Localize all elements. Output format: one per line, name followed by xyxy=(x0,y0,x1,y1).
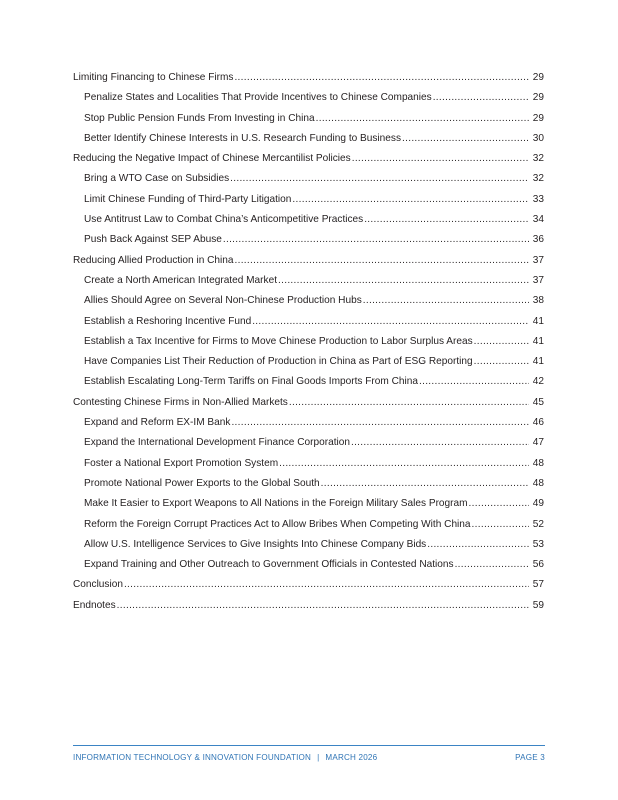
toc-dot-leader xyxy=(124,578,529,591)
toc-subsection-entry[interactable] xyxy=(73,477,544,497)
footer-page-number: PAGE 3 xyxy=(515,753,545,762)
toc-entry-title: Limiting Financing to Chinese Firms xyxy=(73,72,234,83)
toc-subsection-entry[interactable] xyxy=(73,355,544,375)
toc-entry-title: Have Companies List Their Reduction of Production in China as Part of ESG Reporting xyxy=(84,356,473,368)
toc-entry-page-number: 32 xyxy=(532,173,544,185)
toc-dot-leader xyxy=(252,315,529,328)
toc-dot-leader xyxy=(469,497,529,510)
toc-entry-title: Establish a Tax Incentive for Firms to Move Chinese Production to Labor Surplus Areas xyxy=(84,335,473,347)
toc-entry-title: Push Back Against SEP Abuse xyxy=(84,234,222,246)
toc-subsection-entry[interactable] xyxy=(73,497,544,517)
toc-entry-page-number: 41 xyxy=(532,356,544,368)
toc-subsection-entry[interactable] xyxy=(73,416,544,436)
toc-entry-title: Foster a National Export Promotion System xyxy=(84,457,279,469)
toc-entry-title: Penalize States and Localities That Provide Incentives to Chinese Companies xyxy=(84,92,432,104)
toc-entry-title: Establish a Reshoring Incentive Fund xyxy=(84,315,252,327)
toc-dot-leader xyxy=(279,457,529,470)
toc-entry-page-number: 29 xyxy=(532,112,544,124)
toc-entry-page-number: 29 xyxy=(532,72,544,83)
toc-section-entry[interactable] xyxy=(73,599,544,619)
toc-entry-title: Reform the Foreign Corrupt Practices Act to Allow Bribes When Competing With China xyxy=(84,518,471,530)
toc-subsection-entry[interactable] xyxy=(73,233,544,253)
toc-entry-title: Reducing the Negative Impact of Chinese Mercantilist Policies xyxy=(73,153,351,165)
toc-entry-page-number: 46 xyxy=(532,417,544,429)
toc-entry-page-number: 41 xyxy=(532,335,544,347)
toc-subsection-entry[interactable] xyxy=(73,91,544,111)
toc-dot-leader xyxy=(472,518,529,531)
toc-entry-title: Allies Should Agree on Several Non-Chinese Production Hubs xyxy=(84,295,362,307)
toc-entry-title: Endnotes xyxy=(73,599,116,611)
toc-entry-title: Limit Chinese Funding of Third-Party Litigation xyxy=(84,193,292,205)
footer-left xyxy=(73,753,377,762)
toc-section-entry[interactable] xyxy=(73,578,544,598)
toc-dot-leader xyxy=(427,538,529,551)
toc-entry-page-number: 47 xyxy=(532,437,544,449)
toc-entry-page-number: 49 xyxy=(532,498,544,510)
toc-dot-leader xyxy=(316,112,529,125)
toc-entry-page-number: 56 xyxy=(532,559,544,571)
toc-entry-page-number: 53 xyxy=(532,538,544,550)
toc-subsection-entry[interactable] xyxy=(73,538,544,558)
toc-subsection-entry[interactable] xyxy=(73,436,544,456)
toc-dot-leader xyxy=(352,152,529,165)
table-of-contents xyxy=(73,71,544,619)
toc-dot-leader xyxy=(278,274,529,287)
toc-entry-title: Better Identify Chinese Interests in U.S. Research Funding to Business xyxy=(84,132,401,144)
toc-entry-title: Establish Escalating Long-Term Tariffs on Final Goods Imports From China xyxy=(84,376,418,388)
toc-subsection-entry[interactable] xyxy=(73,132,544,152)
toc-dot-leader xyxy=(231,416,529,429)
toc-dot-leader xyxy=(474,355,529,368)
toc-subsection-entry[interactable] xyxy=(73,213,544,233)
toc-dot-leader xyxy=(474,335,529,348)
toc-entry-page-number: 37 xyxy=(532,254,544,266)
footer-text-row xyxy=(73,753,545,762)
toc-dot-leader xyxy=(234,254,529,267)
toc-entry-page-number: 42 xyxy=(532,376,544,388)
toc-entry-title: Allow U.S. Intelligence Services to Give Insights Into Chinese Company Bids xyxy=(84,538,427,550)
toc-entry-page-number: 52 xyxy=(532,518,544,530)
toc-entry-page-number: 57 xyxy=(532,579,544,591)
toc-dot-leader xyxy=(289,396,529,409)
toc-dot-leader xyxy=(230,172,529,185)
toc-subsection-entry[interactable] xyxy=(73,457,544,477)
toc-entry-title: Expand and Reform EX-IM Bank xyxy=(84,417,231,429)
toc-dot-leader xyxy=(419,375,529,388)
toc-entry-page-number: 34 xyxy=(532,214,544,226)
toc-subsection-entry[interactable] xyxy=(73,112,544,132)
toc-dot-leader xyxy=(292,193,529,206)
toc-entry-title: Conclusion xyxy=(73,579,123,591)
toc-entry-page-number: 59 xyxy=(532,599,544,611)
toc-entry-page-number: 36 xyxy=(532,234,544,246)
toc-entry-title: Use Antitrust Law to Combat China’s Anticompetitive Practices xyxy=(84,214,364,226)
toc-section-entry[interactable] xyxy=(73,71,544,91)
toc-entry-title: Expand the International Development Finance Corporation xyxy=(84,437,350,449)
toc-subsection-entry[interactable] xyxy=(73,518,544,538)
toc-entry-page-number: 29 xyxy=(532,92,544,104)
toc-entry-page-number: 30 xyxy=(532,132,544,144)
toc-entry-title: Bring a WTO Case on Subsidies xyxy=(84,173,230,185)
toc-section-entry[interactable] xyxy=(73,254,544,274)
toc-dot-leader xyxy=(223,233,529,246)
toc-entry-title: Make It Easier to Export Weapons to All Nations in the Foreign Military Sales Program xyxy=(84,498,468,510)
toc-dot-leader xyxy=(402,132,529,145)
toc-subsection-entry[interactable] xyxy=(73,558,544,578)
footer-organization: INFORMATION TECHNOLOGY & INNOVATION FOUNDATION xyxy=(73,753,312,762)
footer-date: MARCH 2026 xyxy=(325,753,378,762)
toc-section-entry[interactable] xyxy=(73,396,544,416)
toc-entry-page-number: 32 xyxy=(532,153,544,165)
toc-dot-leader xyxy=(321,477,529,490)
toc-entry-page-number: 38 xyxy=(532,295,544,307)
footer-separator: | xyxy=(317,753,320,762)
toc-subsection-entry[interactable] xyxy=(73,335,544,355)
toc-subsection-entry[interactable] xyxy=(73,315,544,335)
toc-entry-page-number: 48 xyxy=(532,457,544,469)
toc-entry-page-number: 33 xyxy=(532,193,544,205)
toc-subsection-entry[interactable] xyxy=(73,375,544,395)
toc-dot-leader xyxy=(455,558,529,571)
footer-divider xyxy=(73,745,545,746)
toc-entry-title: Promote National Power Exports to the Global South xyxy=(84,477,320,489)
toc-dot-leader xyxy=(364,213,529,226)
toc-dot-leader xyxy=(433,91,529,104)
toc-dot-leader xyxy=(117,599,529,612)
toc-dot-leader xyxy=(351,436,529,449)
toc-subsection-entry[interactable] xyxy=(73,294,544,314)
toc-entry-title: Reducing Allied Production in China xyxy=(73,254,234,266)
toc-section-entry[interactable] xyxy=(73,152,544,172)
toc-dot-leader xyxy=(363,294,529,307)
toc-entry-title: Create a North American Integrated Market xyxy=(84,274,277,286)
toc-entry-page-number: 37 xyxy=(532,274,544,286)
toc-entry-page-number: 45 xyxy=(532,396,544,408)
toc-subsection-entry[interactable] xyxy=(73,193,544,213)
toc-entry-title: Expand Training and Other Outreach to Government Officials in Contested Nations xyxy=(84,559,454,571)
toc-dot-leader xyxy=(234,71,529,84)
toc-subsection-entry[interactable] xyxy=(73,274,544,294)
toc-subsection-entry[interactable] xyxy=(73,172,544,192)
toc-entry-page-number: 48 xyxy=(532,477,544,489)
toc-entry-title: Stop Public Pension Funds From Investing in China xyxy=(84,112,315,124)
toc-entry-page-number: 41 xyxy=(532,315,544,327)
page-footer xyxy=(73,745,545,762)
toc-entry-title: Contesting Chinese Firms in Non-Allied Markets xyxy=(73,396,288,408)
